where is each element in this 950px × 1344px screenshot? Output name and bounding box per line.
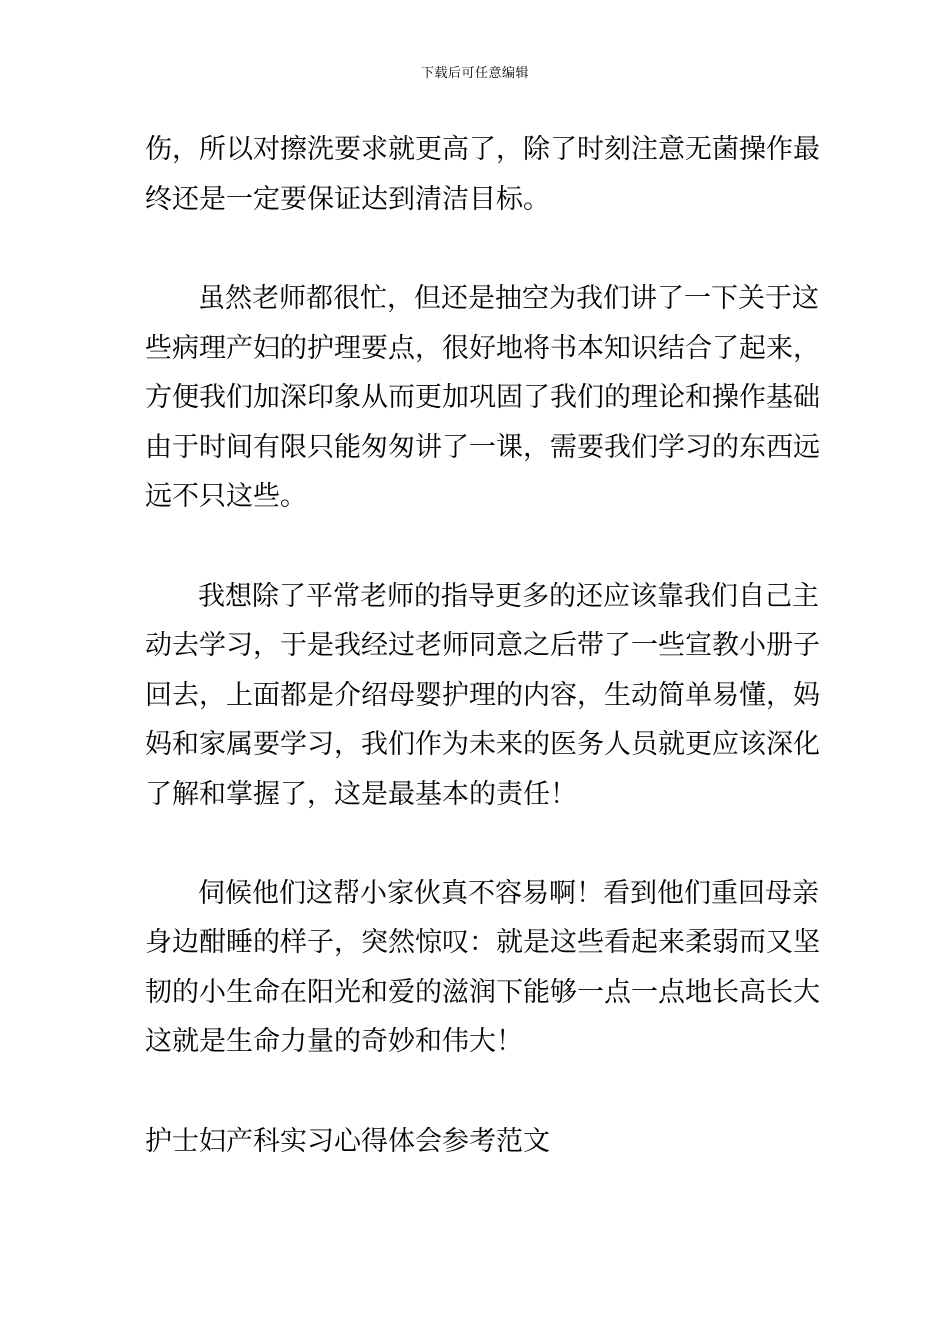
paragraph-line: 伺候他们这帮小家伙真不容易啊！看到他们重回母亲 xyxy=(198,878,819,909)
paragraph-line: 动去学习，于是我经过老师同意之后带了一些宣教小册子 xyxy=(145,630,820,661)
paragraph-line: 我想除了平常老师的指导更多的还应该靠我们自己主 xyxy=(198,581,819,612)
paragraph-line: 妈和家属要学习，我们作为未来的医务人员就更应该深化 xyxy=(145,729,820,760)
paragraph-line: 些病理产妇的护理要点，很好地将书本知识结合了起来， xyxy=(145,333,820,364)
paragraph-line: 身边酣睡的样子，突然惊叹：就是这些看起来柔弱而又坚 xyxy=(145,927,820,958)
paragraph-line: 回去，上面都是介绍母婴护理的内容，生动简单易懂，妈 xyxy=(145,680,820,711)
paragraph-line: 韧的小生命在阳光和爱的滋润下能够一点一点地长高长大 xyxy=(145,977,820,1008)
paragraph-line: 方便我们加深印象从而更加巩固了我们的理论和操作基础 xyxy=(145,382,820,413)
header-note: 下载后可任意编辑 xyxy=(420,66,529,81)
paragraph-line: 这就是生命力量的奇妙和伟大！ xyxy=(145,1026,523,1057)
paragraph-line: 终还是一定要保证达到清洁目标。 xyxy=(145,184,550,215)
section-heading: 护士妇产科实习心得体会参考范文 xyxy=(145,1126,550,1157)
paragraph-line: 了解和掌握了，这是最基本的责任！ xyxy=(145,779,577,810)
paragraph-line: 远不只这些。 xyxy=(145,481,307,512)
paragraph-line: 由于时间有限只能匆匆讲了一课，需要我们学习的东西远 xyxy=(145,432,820,463)
paragraph-line: 伤，所以对擦洗要求就更高了，除了时刻注意无菌操作最 xyxy=(145,134,820,165)
paragraph-line: 虽然老师都很忙，但还是抽空为我们讲了一下关于这 xyxy=(198,283,819,314)
